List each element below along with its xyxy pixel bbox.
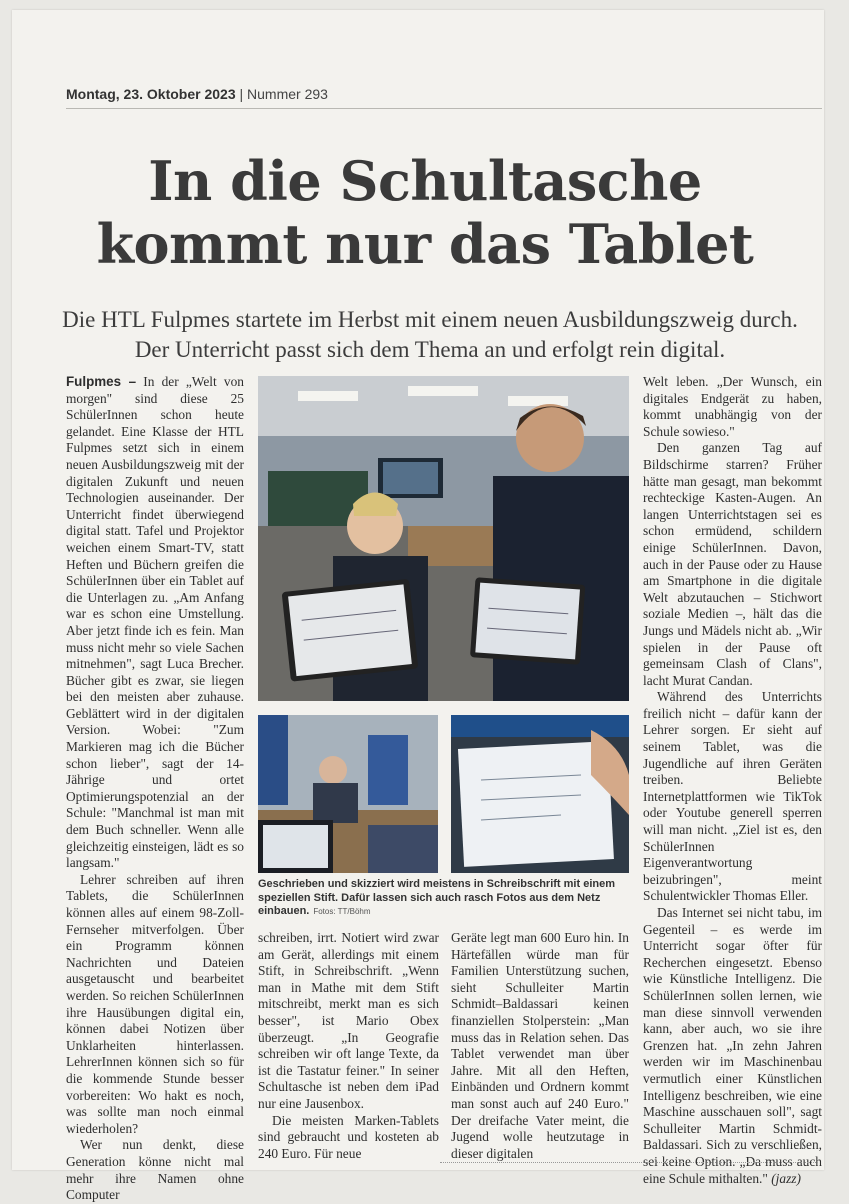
tablet-closeup-photo-image: [451, 715, 629, 873]
headline: [40, 150, 810, 276]
photo-credit: Fotos: TT/Böhm: [313, 907, 371, 916]
article-paragraph: Welt leben. „Der Wunsch, ein digitales Endgerät zu haben, kommt unabhängig von der Schule sowieso.": [643, 374, 822, 439]
main-photo: [258, 376, 629, 701]
headline-line-1: In die Schultasche: [148, 149, 702, 213]
article-paragraph: schreiben, irrt. Notiert wird zwar am Gerät, allerdings mit einem Stift, in Schreibschrift. „Wenn man in Mathe mit dem Stift mitschreibt, merkt man es sich besser", ist Mario Obex überzeugt. „In Geografie schreiben wir oft lange Texte, da ist die Tastatur feiner." In seiner Schultasche ist neben dem iPad nur eine Jausenbox.: [258, 930, 439, 1111]
article-column-3: [451, 930, 629, 1162]
classroom-side-photo: [258, 715, 438, 873]
article-dateline: Fulpmes –: [66, 374, 137, 389]
footer-rule: [440, 1162, 818, 1163]
article-paragraph: [66, 374, 244, 872]
paragraph-text: In der „Welt von morgen" sind diese 25 SchülerInnen schon heute gelandet. Eine Klasse der HTL Fulpmes setzt sich in einem neuen Ausbildungszweig mit der digitalen Zukunft und neuen Technologien auseinander. Der Unterricht findet überwiegend digital statt. Tafel und Projektor weichen einem Smart-TV, statt Heften und Büchern greifen die SchülerInnen über ein Tablet auf die Unterlagen zu. „Am Anfang war es schon eine Umstellung. Aber jetzt finde ich es fein. Man muss nicht mehr so viele Sachen mitnehmen", sagt Luca Brecher. Bücher gibt es zwar, sie liegen bei den meisten aber zuhause. Geblättert wird in der digitalen Version. Wobei: "Zum Markieren mag ich die Bücher schon lieber", sagt der 14-Jährige und ortet Optimierungspotenzial an der Schule: "Manchmal ist man mit dem Buch schneller. Wenn alle gleichzeitig einsteigen, lädt es so langsam.": [66, 374, 244, 871]
article-column-1: [66, 374, 244, 1204]
article-paragraph: Während des Unterrichts freilich nicht – dafür kann der Lehrer sorgen. Er sieht auf seinem Tablet, was die Jugendliche auf ihren Geräten treiben. Beliebte Internetplattformen wie TikTok oder Youtube generell sperren will man nicht. „Ziel ist es, den SchülerInnen Eigenverantwortung beizubringen", meint Schulentwickler Thomas Eller.: [643, 689, 822, 904]
article-paragraph: Lehrer schreiben auf ihren Tablets, die SchülerInnen können alles auf einem 98-Zoll-Fernseher mitverfolgen. Über ein Programm können Nachrichten und Dateien ausgetauscht und bearbeitet werden. So reichen SchülerInnen ihre Hausübungen digital ein, können dabei Notizen über Unklarheiten hinterlassen. LehrerInnen können sich so für die kommende Stunde besser vorbereiten: Wo hakt es noch, was sollte man noch einmal wiederholen?: [66, 871, 244, 1136]
tablet-closeup-photo: [451, 715, 629, 873]
author-signature: (jazz): [771, 1170, 801, 1186]
article-paragraph: [643, 905, 822, 1187]
headline-line-2: kommt nur das Tablet: [96, 212, 754, 276]
caption-text: Geschrieben und skizziert wird meistens in Schreibschrift mit einem speziellen Stift. Dafür lassen sich auch rasch Fotos aus dem Netz einbauen.: [258, 878, 615, 917]
photo-caption: [258, 878, 629, 919]
issue-number: Nummer 293: [247, 86, 328, 102]
classroom-photo-image: [258, 376, 629, 701]
article-paragraph: Die meisten Marken-Tablets sind gebraucht und kosteten ab 240 Euro. Für neue: [258, 1112, 439, 1161]
article-paragraph: Den ganzen Tag auf Bildschirme starren? Früher hätte man gesagt, man bekommt rechteckige Kasten-Augen. An langen Unterrichtstagen sei es schon ermüdend, schildern einige SchülerInnen. Davon, auch in der Pause oder zu Hause am Smartphone in die digitale Welt abzutauchen – Stichwort soziale Medien –, hält das die Jungs und Mädels nicht ab. „Wir spielen in der Pause oft gemeinsam Clash of Clans", lacht Murat Candan.: [643, 440, 822, 688]
article-paragraph: Geräte legt man 600 Euro hin. In Härtefällen würde man für Familien Unterstützung suchen, sieht Schulleiter Martin Schmidt–Baldassari keinen finanziellen Stolperstein: „Man muss das in Relation sehen. Das Tablet verwendet man über Jahre. Mit all den Heften, Einbänden und Ordnern kommt man sonst auch auf 240 Euro." Der dreifache Vater meint, die Jugend wolle heutzutage in dieser digitalen: [451, 930, 629, 1161]
article-column-4: [643, 374, 822, 1187]
classroom-side-photo-image: [258, 715, 438, 873]
issue-date: Montag, 23. Oktober 2023: [66, 86, 236, 102]
paragraph-text: Das Internet sei nicht tabu, im Gegenteil – es werde im Unterricht sogar öfter für Recherchen eingesetzt. Ebenso wie Künstliche Intelligenz. Die SchülerInnen sollen lernen, wie man diese sinnvoll verwenden kann, aber auch, wo sie ihre Grenzen hat. „In zehn Jahren werden wir im Maschinenbau vermutlich einer Künstlichen Intelligenz beschreiben, wie eine Maschine ausschauen soll", sagt Schulleiter Martin Schmidt-Baldassari. Sich zu verschließen, sei keine Option. „Da muss auch eine Schule mithalten.": [643, 905, 822, 1186]
article-column-2: [258, 930, 439, 1162]
article-paragraph: Wer nun denkt, diese Generation könne nicht mal mehr ihre Namen ohne Computer: [66, 1137, 244, 1203]
subheadline: Die HTL Fulpmes startete im Herbst mit einem neuen Ausbildungszweig durch. Der Unterricht passt sich dem Thema an und erfolgt rein digital.: [62, 307, 798, 362]
dateline: [66, 86, 822, 109]
dateline-separator: |: [239, 86, 244, 102]
